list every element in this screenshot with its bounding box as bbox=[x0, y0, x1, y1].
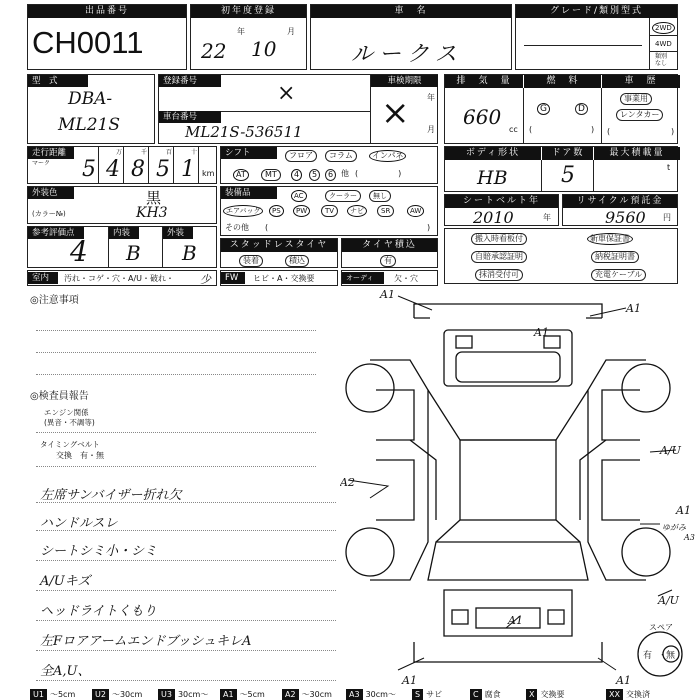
fuel-bracket-l: ( bbox=[529, 125, 533, 134]
inspection-label: 車検期限 bbox=[371, 75, 438, 87]
audio-row-label: オーディオ bbox=[342, 272, 384, 284]
legend-u1: U1 〜5cm bbox=[30, 689, 78, 700]
equip-other: その他 bbox=[225, 223, 249, 232]
legend-s: S サビ bbox=[412, 689, 445, 700]
tire-yes: 有 bbox=[380, 255, 396, 267]
shift-floor: フロア bbox=[285, 150, 317, 162]
equip-airbag: エアバッグ bbox=[223, 205, 263, 217]
month-unit: 月 bbox=[287, 27, 295, 36]
capacity-label: 最大積載量 bbox=[593, 147, 680, 160]
mark-a3: A3 bbox=[684, 533, 695, 542]
model-label: 型 式 bbox=[28, 75, 88, 87]
capacity-unit: t bbox=[667, 163, 671, 172]
inspection-year-unit: 年 bbox=[427, 93, 435, 102]
legend-a2: A2 〜30cm bbox=[282, 689, 335, 700]
body-box bbox=[444, 146, 678, 192]
timing-label: タイミングベルト bbox=[40, 440, 100, 449]
shift-box bbox=[220, 146, 438, 184]
seatbelt-box bbox=[444, 194, 559, 226]
usage-rental: レンタカー bbox=[616, 109, 663, 121]
interior-label: 内装 bbox=[109, 227, 139, 239]
reg-value: × bbox=[277, 81, 296, 106]
shift-bracket: ( ) bbox=[355, 169, 402, 178]
car-name-label: 車 名 bbox=[311, 5, 511, 18]
studless-loaded: 積込 bbox=[285, 255, 309, 267]
body-type-label: ボディ形状 bbox=[445, 147, 541, 160]
equip-tv: TV bbox=[321, 205, 338, 217]
fuel-bracket-r: ) bbox=[591, 125, 595, 134]
legend-xx: XX 交換済 bbox=[606, 689, 653, 700]
mileage-box bbox=[27, 146, 217, 184]
fw-row-items: ヒビ・A・交換要 bbox=[253, 274, 315, 283]
reg-box bbox=[158, 74, 438, 144]
papers-box bbox=[444, 228, 678, 284]
paper-cancel: 抹消受付可 bbox=[475, 269, 523, 281]
displacement-label: 排 気 量 bbox=[445, 75, 523, 88]
year-unit: 年 bbox=[237, 27, 245, 36]
mark-hood: A1 bbox=[534, 326, 549, 339]
mark-rear-bumper-right: A1 bbox=[616, 674, 631, 687]
equip-cooler: クーラー bbox=[325, 190, 361, 202]
doors-label: ドア数 bbox=[541, 147, 594, 160]
mileage-digit-4: 5 bbox=[156, 157, 170, 182]
mileage-label: 走行距離 bbox=[28, 147, 74, 159]
usage-business: 事業用 bbox=[620, 93, 652, 105]
engine-sub: (異音・不調等) bbox=[44, 418, 95, 427]
displacement-unit: cc bbox=[509, 125, 518, 134]
notes-label: ◎注意事項 bbox=[30, 295, 79, 306]
mileage-digit-5: 1 bbox=[181, 157, 195, 182]
shift-column: コラム bbox=[325, 150, 357, 162]
equipment-box: 装備品 AC クーラー 無し エアバッグ PS PW TV ナビ SR AW その他 ( ) bbox=[220, 186, 438, 236]
mark-front-left: A1 bbox=[380, 290, 395, 301]
color-box bbox=[27, 186, 217, 224]
paper-jibai: 自賠承認証明 bbox=[471, 251, 527, 263]
remark-3: シートシミ小・シミ bbox=[40, 544, 158, 559]
legend-u3: U3 30cm〜 bbox=[158, 689, 211, 700]
audio-row-items: 欠・穴 bbox=[394, 274, 418, 283]
scale-sen: 千 bbox=[141, 149, 148, 156]
recycle-label: リサイクル預託金 bbox=[563, 195, 677, 208]
color-label: 外装色 bbox=[28, 187, 74, 199]
legend-a1: A1 〜5cm bbox=[220, 689, 268, 700]
usage-label: 車 歴 bbox=[601, 75, 680, 88]
shift-other: 他 bbox=[341, 169, 349, 178]
equip-ac: AC bbox=[291, 190, 307, 202]
fw-row-label: FW bbox=[221, 272, 245, 284]
equip-aw: AW bbox=[407, 205, 424, 217]
grade-none: 類別 なし bbox=[655, 53, 668, 67]
svg-text:・: ・ bbox=[658, 651, 668, 661]
paper-tax: 納税証明書 bbox=[591, 251, 639, 263]
body-type-value: HB bbox=[477, 167, 508, 189]
audio-row bbox=[341, 270, 438, 294]
mileage-digit-2: 4 bbox=[106, 157, 120, 182]
interior-row bbox=[27, 270, 217, 286]
recycle-box bbox=[562, 194, 678, 226]
remark-4: A/Uキズ bbox=[40, 574, 91, 589]
shift-label: シフト bbox=[221, 147, 277, 159]
car-name-value: ルークス bbox=[351, 42, 463, 67]
equipment-label: 装備品 bbox=[221, 187, 277, 199]
lot-number: CH0011 bbox=[32, 25, 144, 60]
color-value: 黒 bbox=[146, 189, 162, 207]
shift-mt: MT bbox=[261, 169, 281, 181]
mileage-digit-1: 5 bbox=[82, 157, 96, 182]
model-line1: DBA- bbox=[68, 89, 113, 109]
spare-yes: 有 bbox=[643, 651, 653, 661]
remark-6: 左FロアアームエンドブッシュキレA bbox=[40, 634, 252, 649]
equip-none: 無し bbox=[369, 190, 391, 202]
overall-score: 4 bbox=[70, 235, 88, 268]
legend-c: C 腐食 bbox=[470, 689, 504, 700]
chassis-value: ML21S-536511 bbox=[185, 123, 303, 141]
studless-label: スタッドレスタイヤ bbox=[221, 239, 337, 252]
grade-4wd: 4WD bbox=[655, 40, 672, 48]
legend-a3: A3 30cm〜 bbox=[346, 689, 399, 700]
fw-row bbox=[220, 270, 338, 286]
displacement-value: 660 bbox=[463, 105, 502, 129]
seatbelt-unit: 年 bbox=[543, 213, 551, 222]
equip-ps: PS bbox=[269, 205, 284, 217]
mark-rear: A1 bbox=[508, 614, 523, 627]
mark-front-right: A1 bbox=[626, 302, 641, 315]
color-code: KH3 bbox=[136, 205, 168, 221]
tire-label: タイヤ積込 bbox=[342, 239, 437, 252]
mark-left-door: A2 bbox=[340, 476, 355, 489]
grade-box bbox=[515, 4, 678, 70]
fuel-label: 燃 料 bbox=[523, 75, 602, 88]
exterior-label: 外装 bbox=[163, 227, 193, 239]
shift-6: 6 bbox=[325, 169, 336, 181]
shift-4: 4 bbox=[291, 169, 302, 181]
seatbelt-value: 2010 bbox=[473, 208, 514, 227]
first-reg-label: 初年度登録 bbox=[191, 5, 306, 18]
engine-box: 排 気 量 燃 料 車 歴 660 cc G D ( ) 事業用 レンタカー ( ) bbox=[444, 74, 678, 144]
remark-1: 左席サンバイザー折れ欠 bbox=[40, 488, 182, 503]
legend-u2: U2 〜30cm bbox=[92, 689, 145, 700]
spare-label: スペア bbox=[649, 623, 673, 632]
remark-5: ヘッドライトくもり bbox=[40, 604, 157, 619]
first-reg-year: 22 bbox=[201, 39, 227, 63]
interior-row-items: 汚れ・コゲ・穴・A/U・破れ・ bbox=[64, 274, 175, 283]
interior-row-extra: 少 bbox=[200, 273, 211, 286]
doors-value: 5 bbox=[561, 163, 575, 188]
fuel-d: D bbox=[575, 103, 588, 115]
remark-7: 全A,U、 bbox=[40, 664, 91, 679]
grade-2wd: 2WD bbox=[652, 22, 675, 34]
shift-at: AT bbox=[233, 169, 249, 181]
model-line2: ML21S bbox=[58, 115, 120, 135]
studless-box bbox=[220, 238, 338, 268]
mileage-mark: マーク bbox=[32, 160, 51, 167]
car-diagram bbox=[340, 290, 700, 688]
interior-score: B bbox=[126, 241, 141, 265]
timing-row: 交換 有・無 bbox=[56, 451, 104, 460]
exterior-score: B bbox=[182, 241, 197, 265]
remark-2: ハンドルスレ bbox=[40, 516, 118, 531]
paper-warranty: 新車保証書 bbox=[587, 233, 633, 245]
paper-signboard: 搬入時看板付 bbox=[471, 233, 527, 245]
score-box bbox=[27, 226, 217, 268]
shift-5: 5 bbox=[309, 169, 320, 181]
scale-ju: 十 bbox=[191, 149, 198, 156]
mark-right-rear: A1 bbox=[676, 504, 691, 517]
scale-hyaku: 百 bbox=[166, 149, 173, 156]
fuel-g: G bbox=[537, 103, 550, 115]
mark-rear-bumper-left: A1 bbox=[402, 674, 417, 687]
equip-sr: SR bbox=[377, 205, 394, 217]
equip-navi: ナビ bbox=[347, 205, 367, 217]
spare-no: 無 bbox=[666, 651, 676, 661]
score-label: 参考評価点 bbox=[28, 227, 84, 239]
recycle-value: 9560 bbox=[605, 208, 646, 227]
mileage-digit-3: 8 bbox=[131, 157, 145, 182]
model-box bbox=[27, 74, 155, 144]
mark-right-door: A/U bbox=[660, 444, 681, 457]
first-reg-month: 10 bbox=[251, 37, 277, 61]
lot-box bbox=[27, 4, 187, 70]
lot-label: 出品番号 bbox=[28, 5, 186, 18]
legend-x: X 交換要 bbox=[526, 689, 567, 700]
color-code-label: (カラー№) bbox=[32, 210, 66, 218]
paper-charge: 充電ケーブル bbox=[591, 269, 646, 281]
recycle-unit: 円 bbox=[663, 213, 671, 222]
grade-label: グレード/類別型式 bbox=[516, 5, 677, 18]
interior-row-label: 室内 bbox=[28, 272, 58, 284]
equip-pw: PW bbox=[293, 205, 310, 217]
scale-man: 万 bbox=[116, 149, 123, 156]
mileage-unit: km bbox=[202, 169, 215, 178]
shift-inpane: インパネ bbox=[369, 150, 406, 162]
tire-box bbox=[341, 238, 438, 268]
seatbelt-label: シートベルト年 bbox=[445, 195, 558, 208]
studless-mounted: 装着 bbox=[239, 255, 263, 267]
inspection-month-unit: 月 bbox=[427, 125, 435, 134]
inspection-value: × bbox=[381, 93, 410, 133]
first-reg-box bbox=[190, 4, 307, 70]
chassis-label: 車台番号 bbox=[159, 111, 221, 123]
car-name-box bbox=[310, 4, 512, 70]
reg-label: 登録番号 bbox=[159, 75, 221, 87]
mark-dent: ゆがみ bbox=[662, 523, 686, 532]
mark-rear-right: A/U bbox=[658, 594, 679, 607]
engine-label: エンジン関係 bbox=[44, 408, 89, 417]
inspector-label: ◎検査員報告 bbox=[30, 391, 89, 402]
